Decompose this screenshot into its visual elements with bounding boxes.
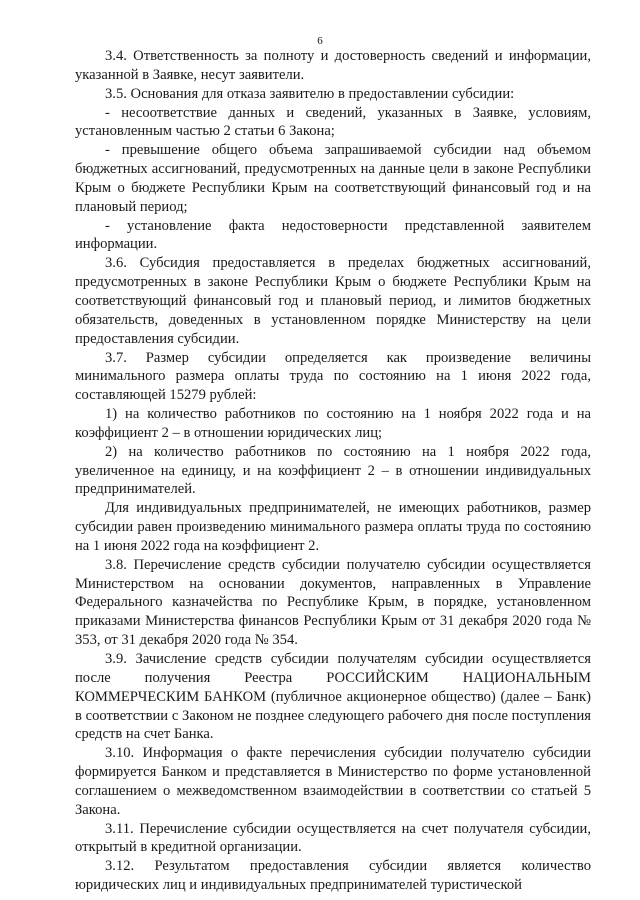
list-item-refusal-1: - несоответствие данных и сведений, указанных в Заявке, условиям, установленным частью 2 статьи 6 Закона; [75, 104, 591, 140]
page-number: 6 [317, 35, 323, 47]
list-item-refusal-2: - превышение общего объема запрашиваемой субсидии над объемом бюджетных ассигнований, предусмотренных на данные цели в законе Республики Крым о бюджете Республики Крым на соответствующий финансовый год и на плановый период; [75, 142, 591, 215]
paragraph-3-5: 3.5. Основания для отказа заявителю в предоставлении субсидии: [105, 85, 515, 102]
list-item-calc-2: 2) на количество работников по состоянию на 1 ноября 2022 года, увеличенное на единицу, и на коэффициент 2 – в отношении индивидуальных предпринимателей. [75, 443, 591, 498]
paragraph-3-12: 3.12. Результатом предоставления субсидии является количество юридических лиц и индивидуальных предпринимателей туристической [75, 858, 591, 894]
paragraph-3-7: 3.7. Размер субсидии определяется как произведение величины минимального размера оплаты труда по состоянию на 1 июня 2022 года, составляющей 15279 рублей: [75, 349, 591, 404]
paragraph-3-11: 3.11. Перечисление субсидии осуществляется на счет получателя субсидии, открытый в кредитной организации. [75, 820, 591, 856]
list-item-refusal-3: - установление факта недостоверности представленной заявителем информации. [75, 217, 591, 253]
paragraph-ip-no-workers: Для индивидуальных предпринимателей, не имеющих работников, размер субсидии равен произведению минимального размера оплаты труда по состоянию на 1 июня 2022 года на коэффициент 2. [75, 500, 591, 554]
list-item-calc-1: 1) на количество работников по состоянию на 1 ноября 2022 года и на коэффициент 2 – в отношении юридических лиц; [75, 406, 591, 441]
paragraph-3-8: 3.8. Перечисление средств субсидии получателю субсидии осуществляется Министерством на основании документов, направленных в Управление Федерального казначейства по Республике Крым, в порядке, установленном приказами Министерства финансов Республики Крым от 31 декабря 2020 года № 353, от 31 декабря 2020 года № 354. [75, 556, 591, 649]
document-body [75, 47, 591, 895]
paragraph-3-10: 3.10. Информация о факте перечисления субсидии получателю субсидии формируется Банком и представляется в Министерство по форме установленной соглашением о межведомственном взаимодействии в соответствии со статьей 5 Закона. [75, 745, 591, 818]
paragraph-3-9: 3.9. Зачисление средств субсидии получателям субсидии осуществляется после получения Реестра РОССИЙСКИМ НАЦИОНАЛЬНЫМ КОММЕРЧЕСКИМ БАНКОМ (публичное акционерное общество) (далее – Банк) в соответствии с Законом не позднее следующего рабочего дня после поступления средств на счет Банка. [75, 651, 591, 743]
paragraph-3-6: 3.6. Субсидия предоставляется в пределах бюджетных ассигнований, предусмотренных в законе Республики Крым о бюджете Республики Крым на соответствующий финансовый год и плановый период, и лимитов бюджетных обязательств, доведенных в установленном порядке Министерству на цели предоставления субсидии. [75, 255, 591, 347]
paragraph-3-4: 3.4. Ответственность за полноту и достоверность сведений и информации, указанной в Заявке, несут заявители. [75, 48, 591, 83]
